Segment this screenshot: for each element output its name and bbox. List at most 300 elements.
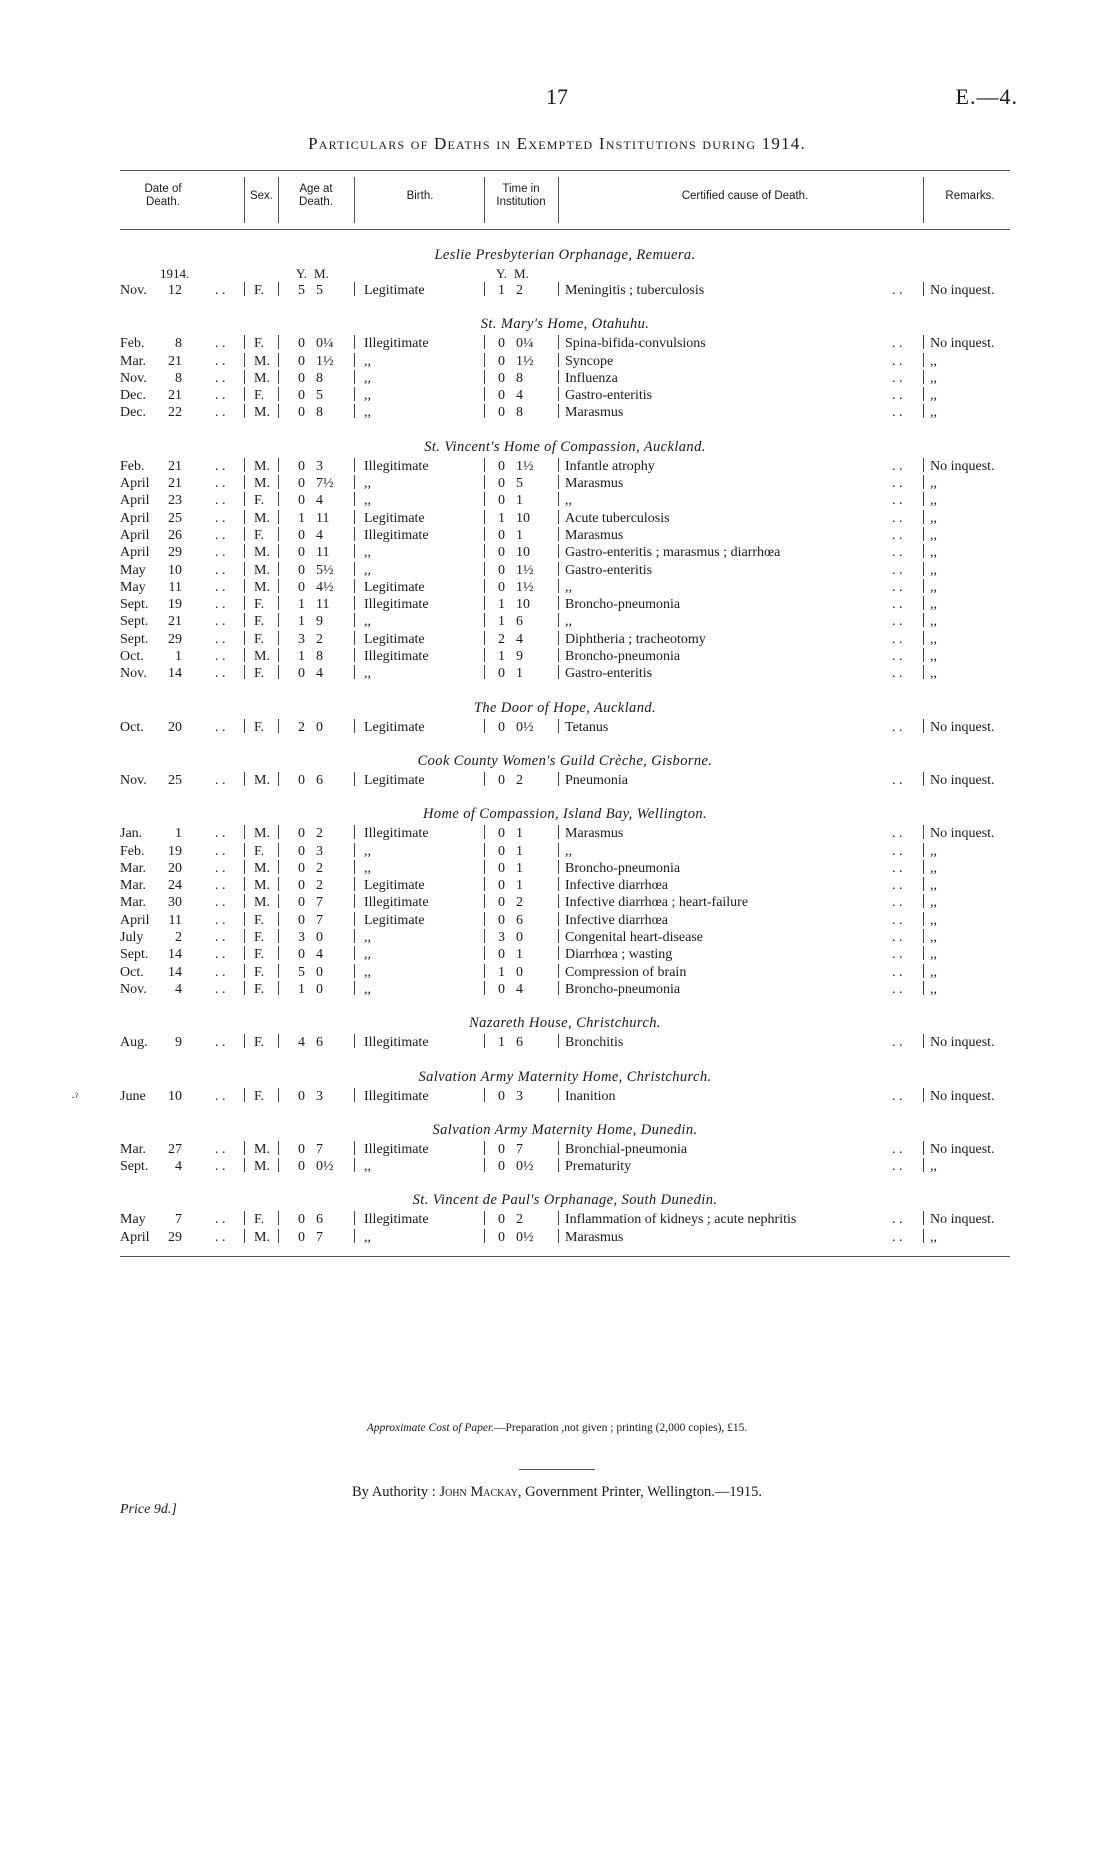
column-rule bbox=[484, 1141, 485, 1155]
death-day: 20 bbox=[168, 719, 182, 735]
leader-dots: . . bbox=[215, 1229, 226, 1245]
column-rule bbox=[278, 631, 279, 645]
table-row bbox=[120, 981, 1010, 998]
sex: F. bbox=[254, 719, 265, 735]
time-months: 1 bbox=[516, 666, 523, 682]
column-rule bbox=[484, 1229, 485, 1243]
death-month: Sept. bbox=[120, 947, 149, 963]
remarks: ,, bbox=[930, 649, 937, 665]
time-years: 3 bbox=[498, 930, 505, 946]
leader-dots: . . bbox=[215, 912, 226, 928]
sex: F. bbox=[254, 631, 265, 647]
birth-status: Legitimate bbox=[364, 579, 425, 595]
column-rule bbox=[484, 877, 485, 891]
column-rule bbox=[558, 579, 559, 593]
column-rule bbox=[244, 544, 245, 558]
leader-dots: . . bbox=[892, 545, 903, 561]
leader-dots: . . bbox=[215, 1035, 226, 1051]
time-months: 4 bbox=[516, 981, 523, 997]
age-months: 4 bbox=[316, 493, 323, 509]
birth-status: Illegitimate bbox=[364, 895, 429, 911]
leader-dots: . . bbox=[892, 843, 903, 859]
column-rule bbox=[923, 929, 924, 943]
cause-of-death: Prematurity bbox=[565, 1159, 632, 1175]
page-title-year: 1914. bbox=[761, 134, 806, 153]
age-years: 0 bbox=[298, 336, 305, 352]
deaths-table bbox=[120, 170, 1010, 1257]
column-rule bbox=[354, 772, 355, 786]
col-birth: Birth. bbox=[406, 190, 434, 202]
column-rule bbox=[278, 335, 279, 349]
section-title: Nazareth House, Christchurch. bbox=[469, 1015, 661, 1032]
column-rule bbox=[558, 912, 559, 926]
table-row bbox=[120, 335, 1010, 352]
remarks: No inquest. bbox=[930, 1088, 995, 1104]
time-months: 2 bbox=[516, 1212, 523, 1228]
leader-dots: . . bbox=[215, 493, 226, 509]
table-row bbox=[120, 613, 1010, 630]
sex: M. bbox=[254, 1229, 270, 1245]
death-day: 14 bbox=[168, 666, 182, 682]
column-rule bbox=[278, 825, 279, 839]
age-months: 0 bbox=[316, 981, 323, 997]
death-month: Feb. bbox=[120, 458, 145, 474]
column-rule bbox=[558, 964, 559, 978]
column-rule bbox=[244, 579, 245, 593]
birth-status: Legitimate bbox=[364, 510, 425, 526]
column-rule bbox=[278, 929, 279, 943]
remarks: ,, bbox=[930, 510, 937, 526]
birth-status: Illegitimate bbox=[364, 527, 429, 543]
time-years: 0 bbox=[498, 476, 505, 492]
death-day: 8 bbox=[175, 336, 182, 352]
death-month: Feb. bbox=[120, 843, 145, 859]
sex: M. bbox=[254, 458, 270, 474]
leader-dots: . . bbox=[892, 614, 903, 630]
time-years: 0 bbox=[498, 370, 505, 386]
time-years: 1 bbox=[498, 283, 505, 298]
leader-dots: . . bbox=[215, 614, 226, 630]
leader-dots: . . bbox=[215, 579, 226, 595]
column-rule bbox=[558, 825, 559, 839]
cause-of-death: Pneumonia bbox=[565, 772, 628, 788]
column-rule bbox=[923, 404, 924, 418]
cause-of-death: Infantle atrophy bbox=[565, 458, 655, 474]
leader-dots: . . bbox=[215, 370, 226, 386]
table-row bbox=[120, 1158, 1010, 1175]
price-label: Price 9d.] bbox=[120, 1502, 177, 1517]
death-day: 21 bbox=[168, 353, 182, 369]
death-day: 1 bbox=[175, 649, 182, 665]
time-months: 1 bbox=[516, 493, 523, 509]
column-rule bbox=[278, 510, 279, 524]
column-rule bbox=[354, 946, 355, 960]
birth-status: ,, bbox=[364, 930, 371, 946]
column-rule bbox=[484, 825, 485, 839]
time-months: 2 bbox=[516, 283, 523, 298]
remarks: ,, bbox=[930, 981, 937, 997]
cause-of-death: ,, bbox=[565, 843, 572, 859]
time-years: 1 bbox=[498, 510, 505, 526]
death-day: 10 bbox=[168, 1088, 182, 1104]
remarks: ,, bbox=[930, 545, 937, 561]
table-row bbox=[120, 544, 1010, 561]
column-rule bbox=[484, 404, 485, 418]
leader-dots: . . bbox=[892, 772, 903, 788]
death-day: 4 bbox=[175, 1159, 182, 1175]
cause-of-death: Diarrhœa ; wasting bbox=[565, 947, 673, 963]
time-years: 0 bbox=[498, 545, 505, 561]
time-years: 0 bbox=[498, 405, 505, 421]
remarks: ,, bbox=[930, 666, 937, 682]
remarks: ,, bbox=[930, 370, 937, 386]
age-years: 0 bbox=[298, 579, 305, 595]
leader-dots: . . bbox=[215, 1141, 226, 1157]
column-rule bbox=[923, 825, 924, 839]
column-rule bbox=[278, 579, 279, 593]
table-row bbox=[120, 719, 1010, 736]
age-years: 0 bbox=[298, 878, 305, 894]
leader-dots: . . bbox=[892, 1159, 903, 1175]
col-time: Time in Institution bbox=[496, 183, 546, 208]
year-units-row bbox=[120, 266, 1010, 282]
death-month: May bbox=[120, 562, 146, 578]
sex: M. bbox=[254, 405, 270, 421]
remarks: ,, bbox=[930, 631, 937, 647]
time-years: 0 bbox=[498, 388, 505, 404]
column-rule bbox=[354, 492, 355, 506]
time-months: 1½ bbox=[516, 562, 534, 578]
sex: M. bbox=[254, 860, 270, 876]
table-row bbox=[120, 510, 1010, 527]
death-day: 26 bbox=[168, 527, 182, 543]
death-day: 14 bbox=[168, 947, 182, 963]
leader-dots: . . bbox=[215, 895, 226, 911]
sex: M. bbox=[254, 510, 270, 526]
death-day: 25 bbox=[168, 510, 182, 526]
column-rule bbox=[244, 929, 245, 943]
authority-prefix: By Authority : bbox=[352, 1484, 436, 1500]
birth-status: Legitimate bbox=[364, 283, 425, 298]
column-rule bbox=[354, 527, 355, 541]
column-rule bbox=[278, 772, 279, 786]
column-rule bbox=[923, 579, 924, 593]
time-years: 0 bbox=[498, 336, 505, 352]
leader-dots: . . bbox=[215, 947, 226, 963]
death-day: 14 bbox=[168, 964, 182, 980]
leader-dots: . . bbox=[892, 860, 903, 876]
column-rule bbox=[354, 387, 355, 401]
leader-dots: . . bbox=[215, 666, 226, 682]
column-rule bbox=[354, 981, 355, 995]
column-rule bbox=[278, 648, 279, 662]
col-date: Date of Death. bbox=[144, 183, 182, 208]
table-row bbox=[120, 631, 1010, 648]
column-rule bbox=[923, 946, 924, 960]
column-rule bbox=[558, 1141, 559, 1155]
time-months: 8 bbox=[516, 405, 523, 421]
column-rule bbox=[244, 964, 245, 978]
age-years: 1 bbox=[298, 981, 305, 997]
column-rule bbox=[244, 946, 245, 960]
column-rule bbox=[558, 1034, 559, 1048]
column-rule bbox=[484, 929, 485, 943]
column-rule bbox=[354, 596, 355, 610]
column-rule bbox=[244, 860, 245, 874]
death-day: 21 bbox=[168, 388, 182, 404]
death-month: June bbox=[120, 1088, 146, 1104]
column-rule bbox=[244, 631, 245, 645]
time-months: 1 bbox=[516, 878, 523, 894]
birth-status: ,, bbox=[364, 860, 371, 876]
table-row bbox=[120, 282, 1010, 299]
time-years: 2 bbox=[498, 631, 505, 647]
remarks: No inquest. bbox=[930, 458, 995, 474]
column-rule bbox=[923, 544, 924, 558]
death-month: Nov. bbox=[120, 370, 147, 386]
cause-of-death: ,, bbox=[565, 614, 572, 630]
time-years: 1 bbox=[498, 597, 505, 613]
time-years: 1 bbox=[498, 614, 505, 630]
death-month: Nov. bbox=[120, 666, 147, 682]
leader-dots: . . bbox=[892, 562, 903, 578]
column-rule bbox=[354, 1034, 355, 1048]
remarks: ,, bbox=[930, 930, 937, 946]
time-years: 0 bbox=[498, 1212, 505, 1228]
death-month: Sept. bbox=[120, 1159, 149, 1175]
age-m-unit: M. bbox=[314, 266, 329, 281]
death-day: 21 bbox=[168, 476, 182, 492]
age-months: 3 bbox=[316, 1088, 323, 1104]
column-rule bbox=[278, 562, 279, 576]
death-day: 21 bbox=[168, 614, 182, 630]
birth-status: ,, bbox=[364, 1159, 371, 1175]
sex: M. bbox=[254, 562, 270, 578]
leader-dots: . . bbox=[215, 649, 226, 665]
leader-dots: . . bbox=[215, 719, 226, 735]
death-month: Oct. bbox=[120, 719, 144, 735]
page-title-text: Particulars of Deaths in Exempted Institutions during bbox=[308, 134, 757, 153]
time-years: 0 bbox=[498, 458, 505, 474]
sex: M. bbox=[254, 826, 270, 842]
death-day: 1 bbox=[175, 826, 182, 842]
table-row bbox=[120, 843, 1010, 860]
cause-of-death: Broncho-pneumonia bbox=[565, 597, 681, 613]
sex: F. bbox=[254, 912, 265, 928]
section-title: St. Vincent de Paul's Orphanage, South Dunedin. bbox=[412, 1192, 718, 1209]
sex: F. bbox=[254, 843, 265, 859]
age-years: 0 bbox=[298, 527, 305, 543]
column-rule bbox=[354, 1158, 355, 1172]
death-day: 25 bbox=[168, 772, 182, 788]
column-rule bbox=[923, 370, 924, 384]
column-rule bbox=[923, 719, 924, 733]
leader-dots: . . bbox=[215, 826, 226, 842]
cause-of-death: Marasmus bbox=[565, 405, 624, 421]
leader-dots: . . bbox=[892, 964, 903, 980]
cause-of-death: Meningitis ; tuberculosis bbox=[565, 283, 705, 298]
age-months: 8 bbox=[316, 370, 323, 386]
death-month: July bbox=[120, 930, 144, 946]
age-years: 0 bbox=[298, 860, 305, 876]
column-rule bbox=[923, 353, 924, 367]
death-month: Sept. bbox=[120, 631, 149, 647]
column-rule bbox=[484, 492, 485, 506]
age-months: 2 bbox=[316, 631, 323, 647]
cause-of-death: Spina-bifida-convulsions bbox=[565, 336, 706, 352]
table-row bbox=[120, 772, 1010, 789]
table-row bbox=[120, 562, 1010, 579]
column-rule bbox=[244, 527, 245, 541]
table-row bbox=[120, 894, 1010, 911]
cause-of-death: Gastro-enteritis bbox=[565, 562, 653, 578]
column-rule bbox=[244, 562, 245, 576]
time-months: 1 bbox=[516, 826, 523, 842]
sex: F. bbox=[254, 964, 265, 980]
leader-dots: . . bbox=[892, 1229, 903, 1245]
time-months: 10 bbox=[516, 597, 530, 613]
leader-dots: . . bbox=[892, 1212, 903, 1228]
cause-of-death: Bronchial-pneumonia bbox=[565, 1141, 688, 1157]
age-years: 1 bbox=[298, 614, 305, 630]
column-rule bbox=[278, 404, 279, 418]
column-rule bbox=[278, 1088, 279, 1102]
column-rule bbox=[244, 475, 245, 489]
age-years: 0 bbox=[298, 1159, 305, 1175]
death-month: April bbox=[120, 493, 150, 509]
column-rule bbox=[278, 1211, 279, 1225]
cause-of-death: Influenza bbox=[565, 370, 618, 386]
column-rule bbox=[354, 964, 355, 978]
column-rule bbox=[484, 596, 485, 610]
remarks: ,, bbox=[930, 388, 937, 404]
age-years: 0 bbox=[298, 562, 305, 578]
column-rule bbox=[923, 1088, 924, 1102]
cause-of-death: ,, bbox=[565, 579, 572, 595]
column-rule bbox=[558, 665, 559, 679]
age-months: 0¼ bbox=[316, 336, 334, 352]
column-rule bbox=[278, 387, 279, 401]
column-rule bbox=[244, 1229, 245, 1243]
column-rule bbox=[484, 282, 485, 296]
birth-status: Legitimate bbox=[364, 631, 425, 647]
column-rule bbox=[278, 877, 279, 891]
remarks: No inquest. bbox=[930, 1035, 995, 1051]
time-years: 0 bbox=[498, 1229, 505, 1245]
birth-status: Illegitimate bbox=[364, 336, 429, 352]
column-rule bbox=[278, 370, 279, 384]
age-years: 1 bbox=[298, 510, 305, 526]
birth-status: Illegitimate bbox=[364, 1212, 429, 1228]
column-rule bbox=[558, 458, 559, 472]
sex: F. bbox=[254, 666, 265, 682]
cause-of-death: Gastro-enteritis ; marasmus ; diarrhœa bbox=[565, 545, 781, 561]
column-rule bbox=[923, 981, 924, 995]
birth-status: ,, bbox=[364, 545, 371, 561]
time-months: 1 bbox=[516, 843, 523, 859]
column-rule bbox=[244, 596, 245, 610]
column-rule bbox=[354, 282, 355, 296]
cause-of-death: Broncho-pneumonia bbox=[565, 981, 681, 997]
time-m-unit: M. bbox=[514, 266, 529, 281]
column-rule bbox=[244, 825, 245, 839]
sex: F. bbox=[254, 493, 265, 509]
age-months: 2 bbox=[316, 860, 323, 876]
column-rule bbox=[484, 387, 485, 401]
column-rule bbox=[244, 387, 245, 401]
remarks: ,, bbox=[930, 843, 937, 859]
column-rule bbox=[558, 562, 559, 576]
column-rule bbox=[278, 1034, 279, 1048]
death-month: April bbox=[120, 527, 150, 543]
death-month: April bbox=[120, 510, 150, 526]
leader-dots: . . bbox=[892, 912, 903, 928]
time-years: 0 bbox=[498, 1088, 505, 1104]
death-day: 10 bbox=[168, 562, 182, 578]
table-row bbox=[120, 579, 1010, 596]
time-months: 1 bbox=[516, 527, 523, 543]
column-rule bbox=[278, 458, 279, 472]
column-rule bbox=[558, 596, 559, 610]
cause-of-death: Gastro-enteritis bbox=[565, 388, 653, 404]
leader-dots: . . bbox=[892, 388, 903, 404]
authority-line bbox=[0, 1484, 1114, 1501]
age-years: 0 bbox=[298, 826, 305, 842]
age-years: 4 bbox=[298, 1035, 305, 1051]
column-rule bbox=[244, 894, 245, 908]
death-month: Mar. bbox=[120, 895, 147, 911]
time-months: 0½ bbox=[516, 719, 534, 735]
age-months: 5 bbox=[316, 283, 323, 298]
cause-of-death: Acute tuberculosis bbox=[565, 510, 670, 526]
section-title: Cook County Women's Guild Crèche, Gisborne. bbox=[417, 752, 713, 769]
time-years: 0 bbox=[498, 527, 505, 543]
remarks: No inquest. bbox=[930, 336, 995, 352]
age-months: 11 bbox=[316, 510, 330, 526]
leader-dots: . . bbox=[215, 388, 226, 404]
age-years: 0 bbox=[298, 1212, 305, 1228]
column-rule bbox=[484, 527, 485, 541]
column-rule bbox=[354, 613, 355, 627]
time-months: 6 bbox=[516, 614, 523, 630]
table-row bbox=[120, 404, 1010, 421]
column-rule bbox=[558, 877, 559, 891]
sex: M. bbox=[254, 772, 270, 788]
document-code: E.—4. bbox=[955, 84, 1018, 109]
time-months: 10 bbox=[516, 545, 530, 561]
leader-dots: . . bbox=[215, 527, 226, 543]
age-years: 0 bbox=[298, 666, 305, 682]
column-rule bbox=[923, 335, 924, 349]
leader-dots: . . bbox=[892, 353, 903, 369]
column-rule bbox=[244, 353, 245, 367]
table-row bbox=[120, 1141, 1010, 1158]
column-rule bbox=[923, 860, 924, 874]
column-rule bbox=[244, 458, 245, 472]
column-rule bbox=[278, 613, 279, 627]
age-months: 6 bbox=[316, 1212, 323, 1228]
cost-note bbox=[0, 1422, 1114, 1434]
age-years: 0 bbox=[298, 353, 305, 369]
column-rule bbox=[484, 912, 485, 926]
column-rule bbox=[484, 510, 485, 524]
sex: F. bbox=[254, 1212, 265, 1228]
birth-status: Illegitimate bbox=[364, 597, 429, 613]
sex: M. bbox=[254, 1159, 270, 1175]
column-rule bbox=[484, 458, 485, 472]
death-month: Sept. bbox=[120, 614, 149, 630]
column-rule bbox=[354, 877, 355, 891]
